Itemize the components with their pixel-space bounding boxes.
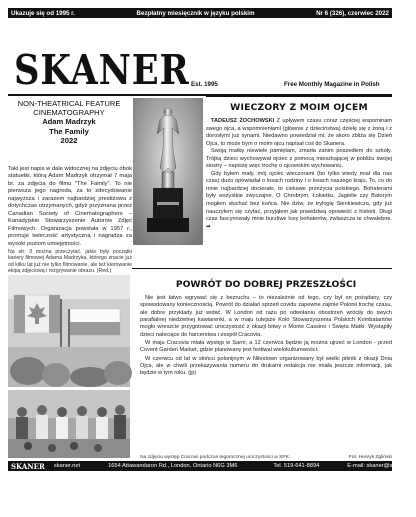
flags-image-icon <box>8 275 130 387</box>
film-body-text: Taki jest napis w dale widocznej na zdjęciu obok statuetki, którą Adam Madrzyk otrzymał 7 maja br. za zdjęcia do filmu "The Family". To nie pierwsza jego nagroda, za to zdecydowanie najwyższa i zarazem najbardziej prestiżowa z dotychczas otrzymanych, gdyż przyznana przez Canadian Society of Cinematographers – Kanadyjskie Stowarzyszenie Autorów Zdjęć Filmowych. Organizacja powstała w 1957 r., promuje twórczość artystyczną i nagradza za wysoki poziom umiejętności. <box>8 166 132 247</box>
trophy-icon <box>133 98 203 245</box>
wieczory-title: WIECZORY Z MOIM OJCEM <box>230 102 368 113</box>
wieczory-paragraph: Swoją matkę niewiele pamiętam, zmarła zanim poszedłem do szkoły. Trójką dzieci wychowywał ojciec z pomocą mieszkającej w pobliżu swojej siostry – napiszę więc trochę o ojcowskim wychowaniu. <box>206 148 392 170</box>
film-year: 2022 <box>60 135 78 145</box>
film-kicker-1: NON-THEATRICAL FEATURE <box>17 99 121 108</box>
trophy-photo <box>133 98 203 245</box>
tagline-text: Free Monthly Magazine in Polish <box>284 81 380 88</box>
top-banner <box>8 8 392 18</box>
film-article-header <box>8 99 130 145</box>
powrot-body <box>140 295 392 379</box>
powrot-caption: Na zdjęciu występ Cracovii podczas tegorocznej uroczystości w SPK. <box>140 455 291 460</box>
masthead <box>8 20 392 96</box>
est-text: Est. 1995 <box>191 81 218 88</box>
footer-logo: SKANER <box>11 461 45 471</box>
footer-bar <box>8 461 416 471</box>
film-name: Adam Madrzyk <box>42 117 96 127</box>
film-title: The Family <box>49 126 89 136</box>
film-article-body <box>8 166 132 275</box>
powrot-caption-row <box>140 455 392 460</box>
footer-site-link[interactable]: skaner.net <box>53 463 81 469</box>
masthead-logo: SKANER <box>14 46 190 94</box>
footer-address: 1654 Attawandaron Rd., London, Ontario N6G 3M6 <box>108 463 238 469</box>
photo-credit: Fot. Henryk Zgliński <box>348 455 392 460</box>
powrot-paragraph: Nie jest łatwo wgrywać się z bezruchu – to niezależnie od tego, czy był on pożądany, czy spowodowany koniecznością. Powrót do działań sprzed covidu zapewne zajmie Polonii trochę czasu, ale dobre przykłady już widać. W London od razu po odwołaniu obostrzeń wróciły do swych parafialnej niedzielnej kawiarenki, a w maju tutejsze Koło Stowarzyszenia Polskich Kombatantów mogło wreszcie przygotować uroczystość z okazji bitwy o Monte Cassino i Święta Matki. Wystąpiły dzieci naleciące do harcerstwa i zespół Cracovia. <box>140 295 392 338</box>
subtitle-text: Bezpłatny miesięcznik w języku polskim <box>136 9 255 17</box>
wieczory-body <box>206 118 392 231</box>
footer-phone: Tel. 519-641-8894 <box>273 463 320 469</box>
powrot-paragraph: W czerwcu od lat w słońcu polonijnym w Nilestown organizowany był wielki piknik z okazji Dnia Ojca, ale w chwili przekazywania numeru do drukarni redakcja nie miała jeszcze informacji, jak będzie w tym roku. (jp) <box>140 355 392 377</box>
powrot-title: POWRÓT DO DOBREJ PRZESZŁOŚCI <box>175 279 357 290</box>
film-note: Na str. 3 można przeczytać, jakie były początki kariery filmowej Adama Madrzyka, którego znacie już od kilku lat już nie tylko filmowanie, ale też kierowanie ekipą zdjęciową i rozgrywanie obrazu. (Red.) <box>8 248 132 275</box>
wieczory-paragraph: Gdy byłem mały, mój ojciec wieczorami (bo tylko wtedy miał dla nas czas) dużo opowiadał o losach rodziny i o losach naszego kraju. To, co do mnie najbardziej docierało, to ciekawe przeżycia polskiego. Bohaterami były wszystkie zwyczajne. O Chrobrym, Łokietku, Jagielle czy Batorym mogłem słuchać bez końca. Nie dziw, że trylogię Sienkiewicza, gdy już nauczyłem się czytać, przyjąłem jak prawdziwą opowieść z historii. Długi czas fascynowały mnie burzliwe losy bohaterów, zwłaszcza te chwalebne. ➡ <box>206 170 392 230</box>
flags-photo <box>8 275 130 387</box>
wieczory-author: TADEUSZ ŻOCHOWSKI <box>211 118 275 124</box>
group-image-icon <box>8 390 130 458</box>
end-arrow-icon: ➡ <box>206 223 211 230</box>
group-photo <box>8 390 130 458</box>
powrot-paragraph: W maju Cracovia miała występ w Sarni, a 12 czerwca będzie ją można ujrzeć w London - przed Covent Garden Market, gdzie planowany jest festiwal wielokulturowości. <box>140 340 392 354</box>
since-text: Ukazuje się od 1995 r. <box>11 9 75 17</box>
film-kicker-2: CINEMATOGRAPHY <box>33 108 105 118</box>
section-rule <box>132 268 392 269</box>
footer-email-link[interactable]: E-mail: skaner@skaner.net <box>347 463 416 469</box>
wieczory-frame <box>206 96 392 97</box>
wieczory-paragraph: TADEUSZ ŻOCHOWSKI Z upływem czasu coraz częściej wspominam swego ojca, a wspomnieniami (głównie z dzieciństwa) dzielę się z żoną i z dorosłymi już synami. Niedawno powiedział mi, że skoro zbliża się Dzień Ojca, to może bym o moim ojcu napisał coś do Skanera. <box>206 118 392 147</box>
issue-text: Nr 6 (326), czerwiec 2022 <box>316 9 389 17</box>
